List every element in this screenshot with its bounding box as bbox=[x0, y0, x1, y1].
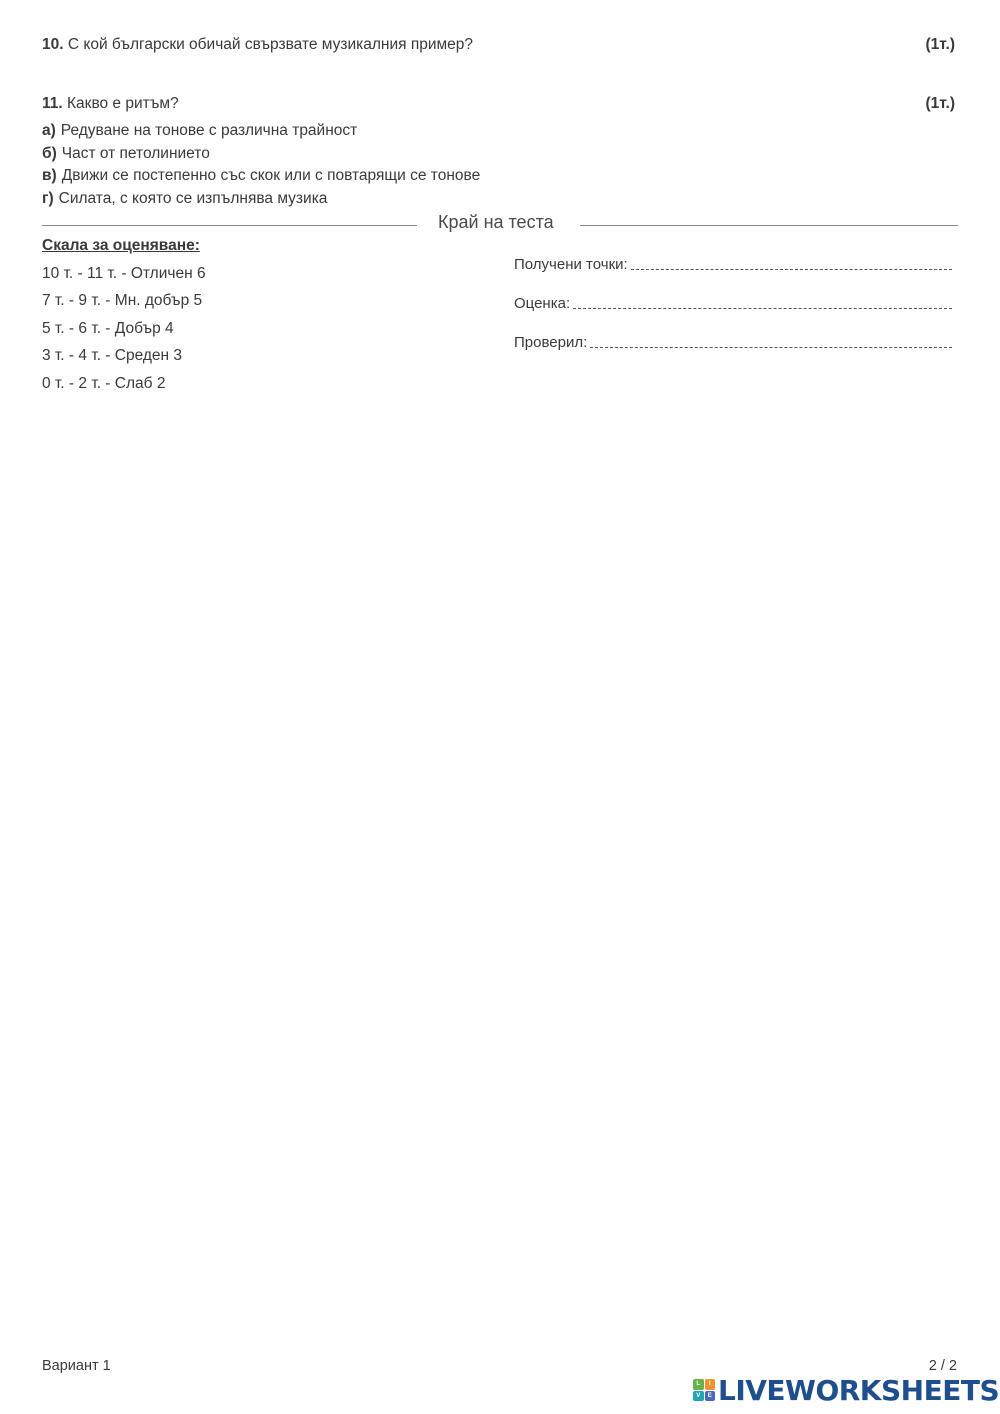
question-points: (1т.) bbox=[925, 95, 955, 112]
page-number: 2 / 2 bbox=[928, 1358, 957, 1374]
scale-item: 10 т. - 11 т. - Отличен 6 bbox=[42, 265, 206, 282]
question-number: 10. bbox=[42, 36, 64, 53]
logo-grid-icon bbox=[693, 1379, 715, 1401]
points-received-field[interactable] bbox=[514, 253, 952, 273]
question-number: 11. bbox=[42, 95, 63, 112]
scale-item: 3 т. - 4 т. - Среден 3 bbox=[42, 347, 183, 364]
option-text: Част от петолинието bbox=[61, 145, 210, 162]
checked-by-line[interactable] bbox=[590, 346, 952, 348]
question-text: Какво е ритъм? bbox=[67, 95, 179, 112]
logo-letter: V bbox=[693, 1391, 704, 1402]
divider-left bbox=[42, 225, 417, 226]
logo-text: LIVEWORKSHEETS bbox=[718, 1373, 1000, 1407]
option-letter: б) bbox=[42, 145, 57, 162]
points-received-label: Получени точки: bbox=[514, 256, 628, 273]
question-points: (1т.) bbox=[925, 36, 955, 53]
question-10 bbox=[42, 36, 473, 54]
scale-item: 0 т. - 2 т. - Слаб 2 bbox=[42, 375, 166, 392]
option-text: Движи се постепенно със скок или с повтарящи се тонове bbox=[61, 167, 481, 184]
question-11 bbox=[42, 95, 179, 113]
divider-right bbox=[580, 225, 958, 226]
option-letter: г) bbox=[42, 190, 54, 207]
grade-label: Оценка: bbox=[514, 295, 571, 312]
logo-letter: E bbox=[705, 1391, 716, 1402]
scale-item: 5 т. - 6 т. - Добър 4 bbox=[42, 320, 174, 337]
liveworksheets-logo bbox=[693, 1373, 1000, 1407]
option-letter: а) bbox=[42, 122, 56, 139]
points-received-line[interactable] bbox=[631, 268, 952, 270]
option-letter: в) bbox=[42, 167, 57, 184]
grading-scale-title: Скала за оценяване: bbox=[42, 237, 200, 254]
logo-letter: I bbox=[705, 1379, 716, 1390]
end-of-test-title: Край на теста bbox=[438, 212, 554, 232]
answer-option-b[interactable] bbox=[42, 145, 210, 163]
option-text: Редуване на тонове с различна трайност bbox=[60, 122, 358, 139]
grade-line[interactable] bbox=[573, 307, 952, 309]
grade-field[interactable] bbox=[514, 292, 952, 312]
checked-by-label: Проверил: bbox=[514, 334, 588, 351]
answer-option-c[interactable] bbox=[42, 167, 480, 185]
variant-label: Вариант 1 bbox=[42, 1358, 111, 1374]
scale-item: 7 т. - 9 т. - Мн. добър 5 bbox=[42, 292, 203, 309]
logo-letter: L bbox=[693, 1379, 704, 1390]
option-text: Силата, с която се изпълнява музика bbox=[58, 190, 328, 207]
question-text: С кой български обичай свързвате музикалния пример? bbox=[67, 36, 474, 53]
answer-option-d[interactable] bbox=[42, 190, 327, 208]
checked-by-field[interactable] bbox=[514, 331, 952, 351]
answer-option-a[interactable] bbox=[42, 122, 357, 140]
